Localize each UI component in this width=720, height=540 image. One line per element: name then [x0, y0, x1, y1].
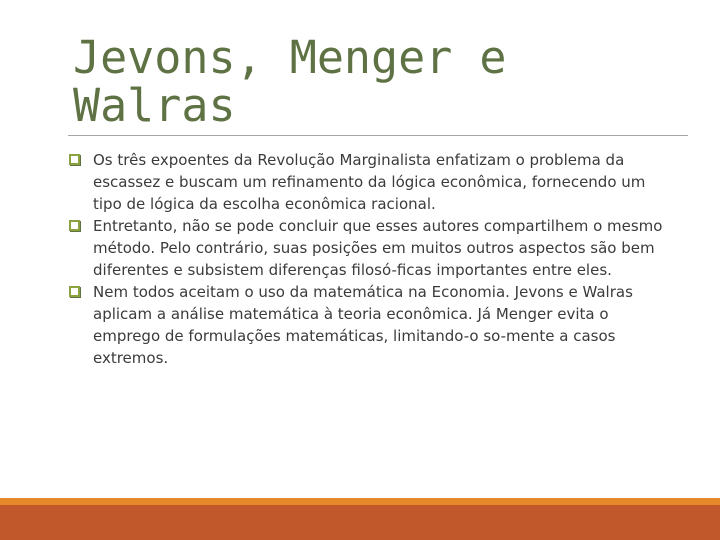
- footer-accent-stripe: [0, 498, 720, 505]
- title-divider: [68, 135, 688, 136]
- checkbox-square-icon: [69, 220, 80, 231]
- bullet-item: [68, 281, 668, 369]
- bullet-text: Os três expoentes da Revolução Marginalista enfatizam o problema da escassez e buscam um refinamento da lógica econômica, fornecendo um tipo de lógica da escolha econômica racional.: [93, 151, 646, 213]
- bullet-item: [68, 149, 668, 215]
- bullet-item: [68, 215, 668, 281]
- checkbox-square-icon: [69, 154, 80, 165]
- checkbox-square-icon: [69, 286, 80, 297]
- bullet-text: Entretanto, não se pode concluir que esses autores compartilhem o mesmo método. Pelo contrário, suas posições em muitos outros aspectos são bem diferentes e subsistem diferenças filosó-ficas importantes entre eles.: [93, 217, 663, 279]
- slide-title-line-1: Jevons, Menger e: [73, 31, 507, 84]
- slide-title-line-2: Walras: [73, 79, 236, 132]
- slide-title: [73, 31, 673, 132]
- bullet-list: [68, 149, 668, 369]
- footer-band: [0, 505, 720, 540]
- bullet-text: Nem todos aceitam o uso da matemática na Economia. Jevons e Walras aplicam a análise matemática à teoria econômica. Já Menger evita o emprego de formulações matemáticas, limitando-o so-mente a casos extremos.: [93, 283, 633, 367]
